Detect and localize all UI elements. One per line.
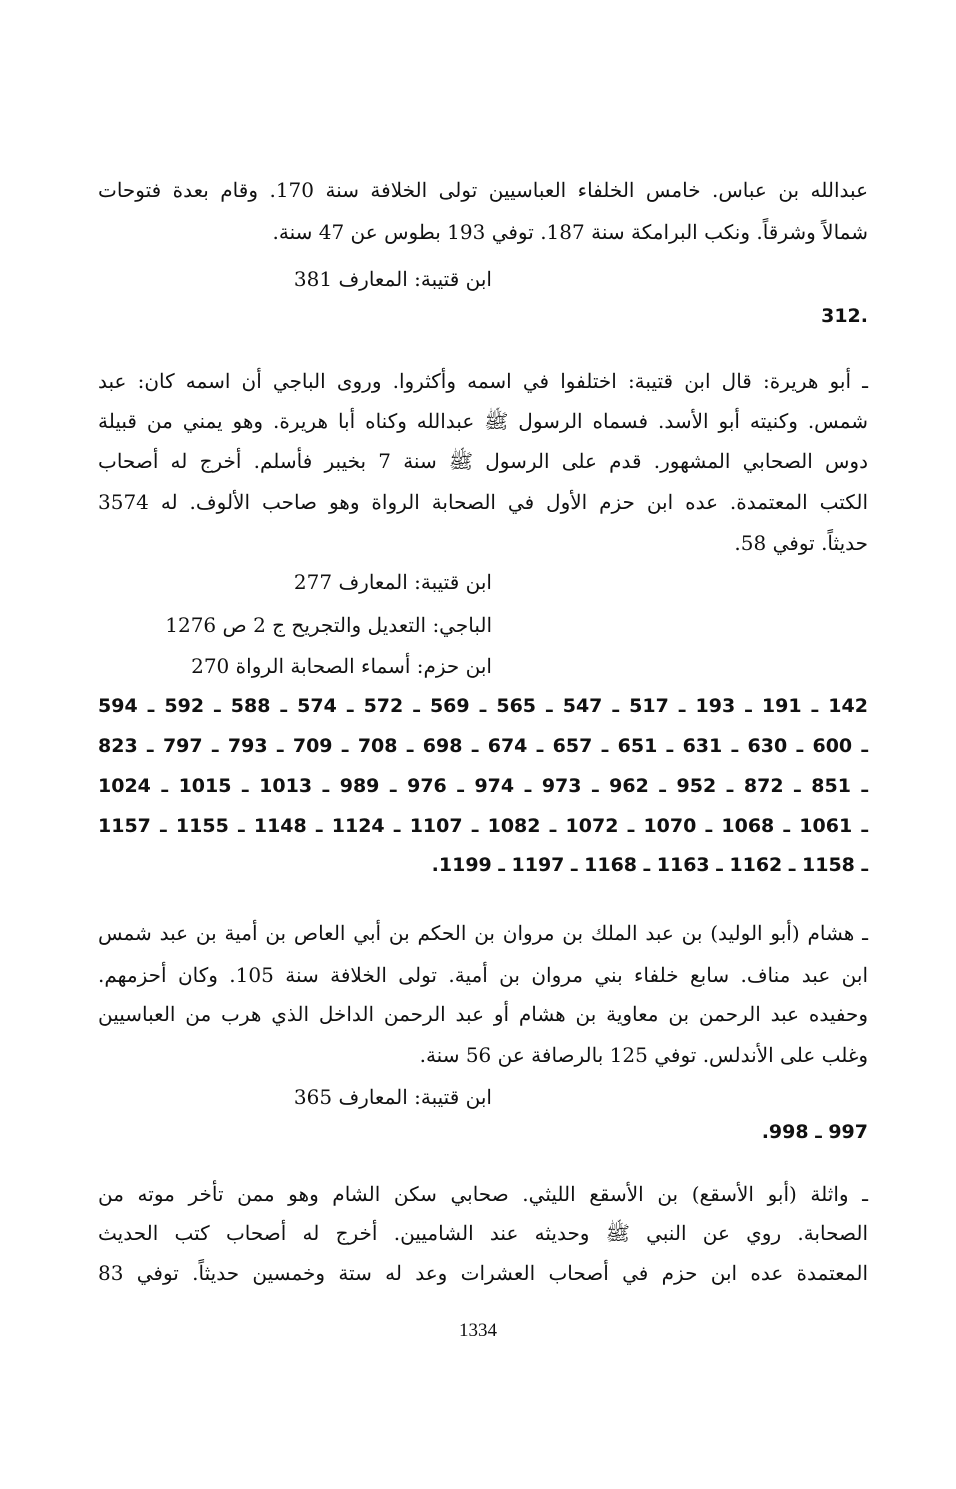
entry-text-line: عبدالله بن عباس. خامس الخلفاء العباسيين تولى الخلافة سنة 170. وقام بعدة فتوحات — [98, 178, 869, 202]
entry-text-line: ـ هشام (أبو الوليد) بن عبد الملك بن مروان بن الحكم بن أبي العاص بن أمية بن عبد شمس — [98, 921, 868, 945]
reference-line: ابن قتيبة: المعارف 277 — [293, 570, 492, 594]
entry-text-line: المعتمدة عده ابن حزم في أصحاب العشرات وعد له ستة وخمسين حديثاً. توفي 83 — [98, 1261, 868, 1285]
cross-reference-numbers: ـ 1061 ـ 1068 ـ 1070 ـ 1072 ـ 1082 ـ 1107 ـ 1124 ـ 1148 ـ 1155 ـ 1157 — [98, 815, 868, 837]
entry-text-line: الصحابة. روي عن النبي ﷺ وحديثه عند الشاميين. أخرج له أصحاب كتب الحديث — [98, 1221, 868, 1245]
cross-reference-numbers: ـ 1158 ـ 1162 ـ 1163 ـ 1168 ـ 1197 ـ 1199. — [431, 854, 868, 876]
cross-reference-numbers: ـ 600 ـ 630 ـ 631 ـ 651 ـ 657 ـ 674 ـ 698 ـ 708 ـ 709 ـ 793 ـ 797 ـ 823 — [98, 735, 869, 757]
entry-text-line: شمس. وكنيته أبو الأسد. فسماه الرسول ﷺ عبدالله وكناه أبا هريرة. وهو يمني من قبيلة — [98, 409, 868, 433]
entry-text-line: حديثاً. توفي 58. — [734, 531, 868, 555]
entry-text-line: ابن عبد مناف. سابع خلفاء بني مروان بن أمية. تولى الخلافة سنة 105. وكان أحزمهم. — [98, 963, 868, 987]
entry-text-line: شمالاً وشرقاً. ونكب البرامكة سنة 187. توفي 193 بطوس عن 47 سنة. — [272, 220, 868, 244]
entry-text-line: الكتب المعتمدة. عده ابن حزم الأول في الصحابة الرواة وهو صاحب الألوف. له 3574 — [98, 490, 868, 514]
entry-text-line: وحفيده عبد الرحمن بن معاوية بن هشام أو عبد الرحمن الداخل الذي هرب من العباسيين — [98, 1002, 868, 1026]
entry-text-line: ـ أبو هريرة: قال ابن قتيبة: اختلفوا في اسمه وأكثروا. وروى الباجي أن اسمه كان: عبد — [98, 369, 868, 393]
page-number: 1334 — [459, 1320, 497, 1341]
cross-reference-numbers: ـ 851 ـ 872 ـ 952 ـ 962 ـ 973 ـ 974 ـ 976 ـ 989 ـ 1013 ـ 1015 ـ 1024 — [98, 775, 869, 797]
reference-line: الباجي: التعديل والتجريح ج 2 ص 1276 — [165, 613, 492, 637]
cross-reference-numbers: 142 ـ 191 ـ 193 ـ 517 ـ 547 ـ 565 ـ 569 ـ 572 ـ 574 ـ 588 ـ 592 ـ 594 — [98, 695, 868, 717]
entry-text-line: دوس الصحابي المشهور. قدم على الرسول ﷺ سنة 7 بخيبر فأسلم. أخرج له أصحاب — [98, 449, 869, 473]
entry-text-line: ـ واثلة (أبو الأسقع) بن الأسقع الليثي. صحابي سكن الشام وهو ممن تأخر موته من — [98, 1182, 868, 1206]
reference-line: ابن حزم: أسماء الصحابة الرواة 270 — [191, 654, 492, 678]
cross-reference-numbers: 997 ـ 998. — [761, 1121, 868, 1143]
cross-reference-numbers: .312 — [821, 305, 868, 327]
entry-text-line: وغلب على الأندلس. توفي 125 بالرصافة عن 56 سنة. — [419, 1043, 868, 1067]
reference-line: ابن قتيبة: المعارف 381 — [293, 267, 492, 291]
reference-line: ابن قتيبة: المعارف 365 — [293, 1085, 492, 1109]
